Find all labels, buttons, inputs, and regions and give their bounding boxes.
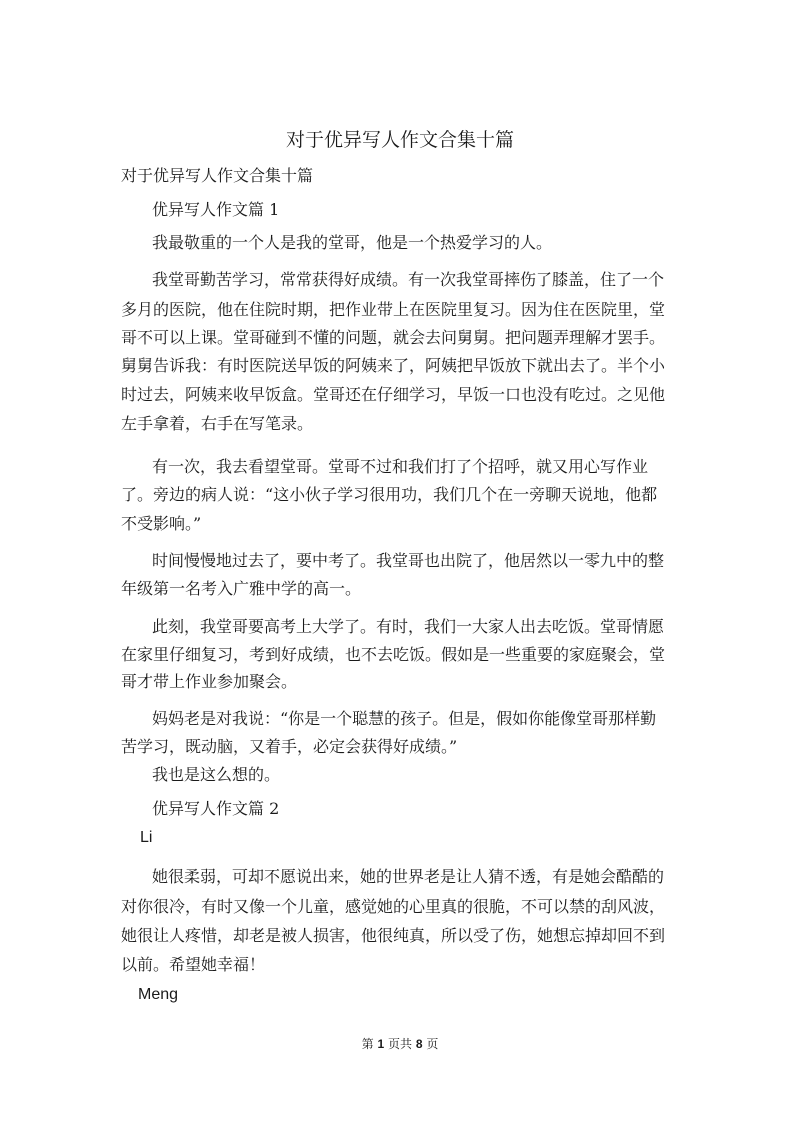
footer-mid: 页共 (384, 1037, 416, 1051)
footer-suffix: 页 (422, 1037, 439, 1051)
paragraph-line: 多月的医院，他在住院时期，把作业带上在医院里复习。因为住在医院里，堂 (121, 300, 666, 319)
footer-page-number: 1 (377, 1037, 385, 1051)
name-meng: Meng (138, 986, 179, 1003)
paragraph-line: 年级第一名考入广雅中学的高一。 (121, 579, 362, 598)
paragraph-line: 有一次，我去看望堂哥。堂哥不过和我们打了个招呼，就又用心写作业 (152, 457, 649, 476)
paragraph-line: 我也是这么想的。 (152, 765, 281, 784)
footer-total-pages: 8 (415, 1037, 423, 1051)
paragraph-line: 时过去，阿姨来收早饭盒。堂哥还在仔细学习，早饭一口也没有吃过。之见他 (121, 385, 666, 404)
paragraph-line: 不受影响。” (121, 514, 202, 533)
paragraph-line: 妈妈老是对我说：“你是一个聪慧的孩子。但是，假如你能像堂哥那样勤 (152, 709, 657, 728)
paragraph-line: 哥才带上作业参加聚会。 (121, 672, 298, 691)
paragraph-line: 她很让人疼惜，却老是被人损害，他很纯真，所以受了伤，她想忘掉却回不到 (121, 926, 666, 945)
paragraph-line: 此刻，我堂哥要高考上大学了。有时，我们一大家人出去吃饭。堂哥情愿 (152, 617, 665, 636)
paragraph-line: 我堂哥勤苦学习，常常获得好成绩。有一次我堂哥摔伤了膝盖，住了一个 (152, 270, 665, 289)
paragraph-line: 在家里仔细复习，考到好成绩，也不去吃饭。假如是一些重要的家庭聚会，堂 (121, 645, 666, 664)
paragraph-line: 了。旁边的病人说：“这小伙子学习很用功，我们几个在一旁聊天说地，他都 (121, 485, 658, 504)
paragraph-line: 以前。希望她幸福！ (121, 955, 266, 974)
essay-1-heading: 优异写人作文篇 1 (152, 200, 280, 219)
paragraph-line: 左手拿着，右手在写笔录。 (121, 414, 314, 433)
document-subtitle: 对于优异写人作文合集十篇 (121, 166, 314, 185)
paragraph-line: 时间慢慢地过去了，要中考了。我堂哥也出院了，他居然以一零九中的整 (152, 551, 665, 570)
paragraph-line: 对你很冷，有时又像一个儿童，感觉她的心里真的很脆，不可以禁的刮风波， (121, 897, 666, 916)
footer-prefix: 第 (361, 1037, 378, 1051)
paragraph-line: 她很柔弱，可却不愿说出来，她的世界老是让人猜不透，有是她会酷酷的 (152, 867, 665, 886)
paragraph-line: 哥不可以上课。堂哥碰到不懂的问题，就会去问舅舅。把问题弄理解才罢手。 (121, 328, 666, 347)
paragraph-line: 苦学习，既动脑，又着手，必定会获得好成绩。” (121, 737, 458, 756)
essay-2-heading: 优异写人作文篇 2 (152, 799, 280, 818)
paragraph-line: 我最敬重的一个人是我的堂哥，他是一个热爱学习的人。 (152, 233, 553, 252)
paragraph-line: 舅舅告诉我：有时医院送早饭的阿姨来了，阿姨把早饭放下就出去了。半个小 (121, 356, 666, 375)
page-footer (0, 1038, 800, 1050)
name-li: Li (140, 829, 153, 846)
document-title: 对于优异写人作文合集十篇 (285, 129, 514, 151)
